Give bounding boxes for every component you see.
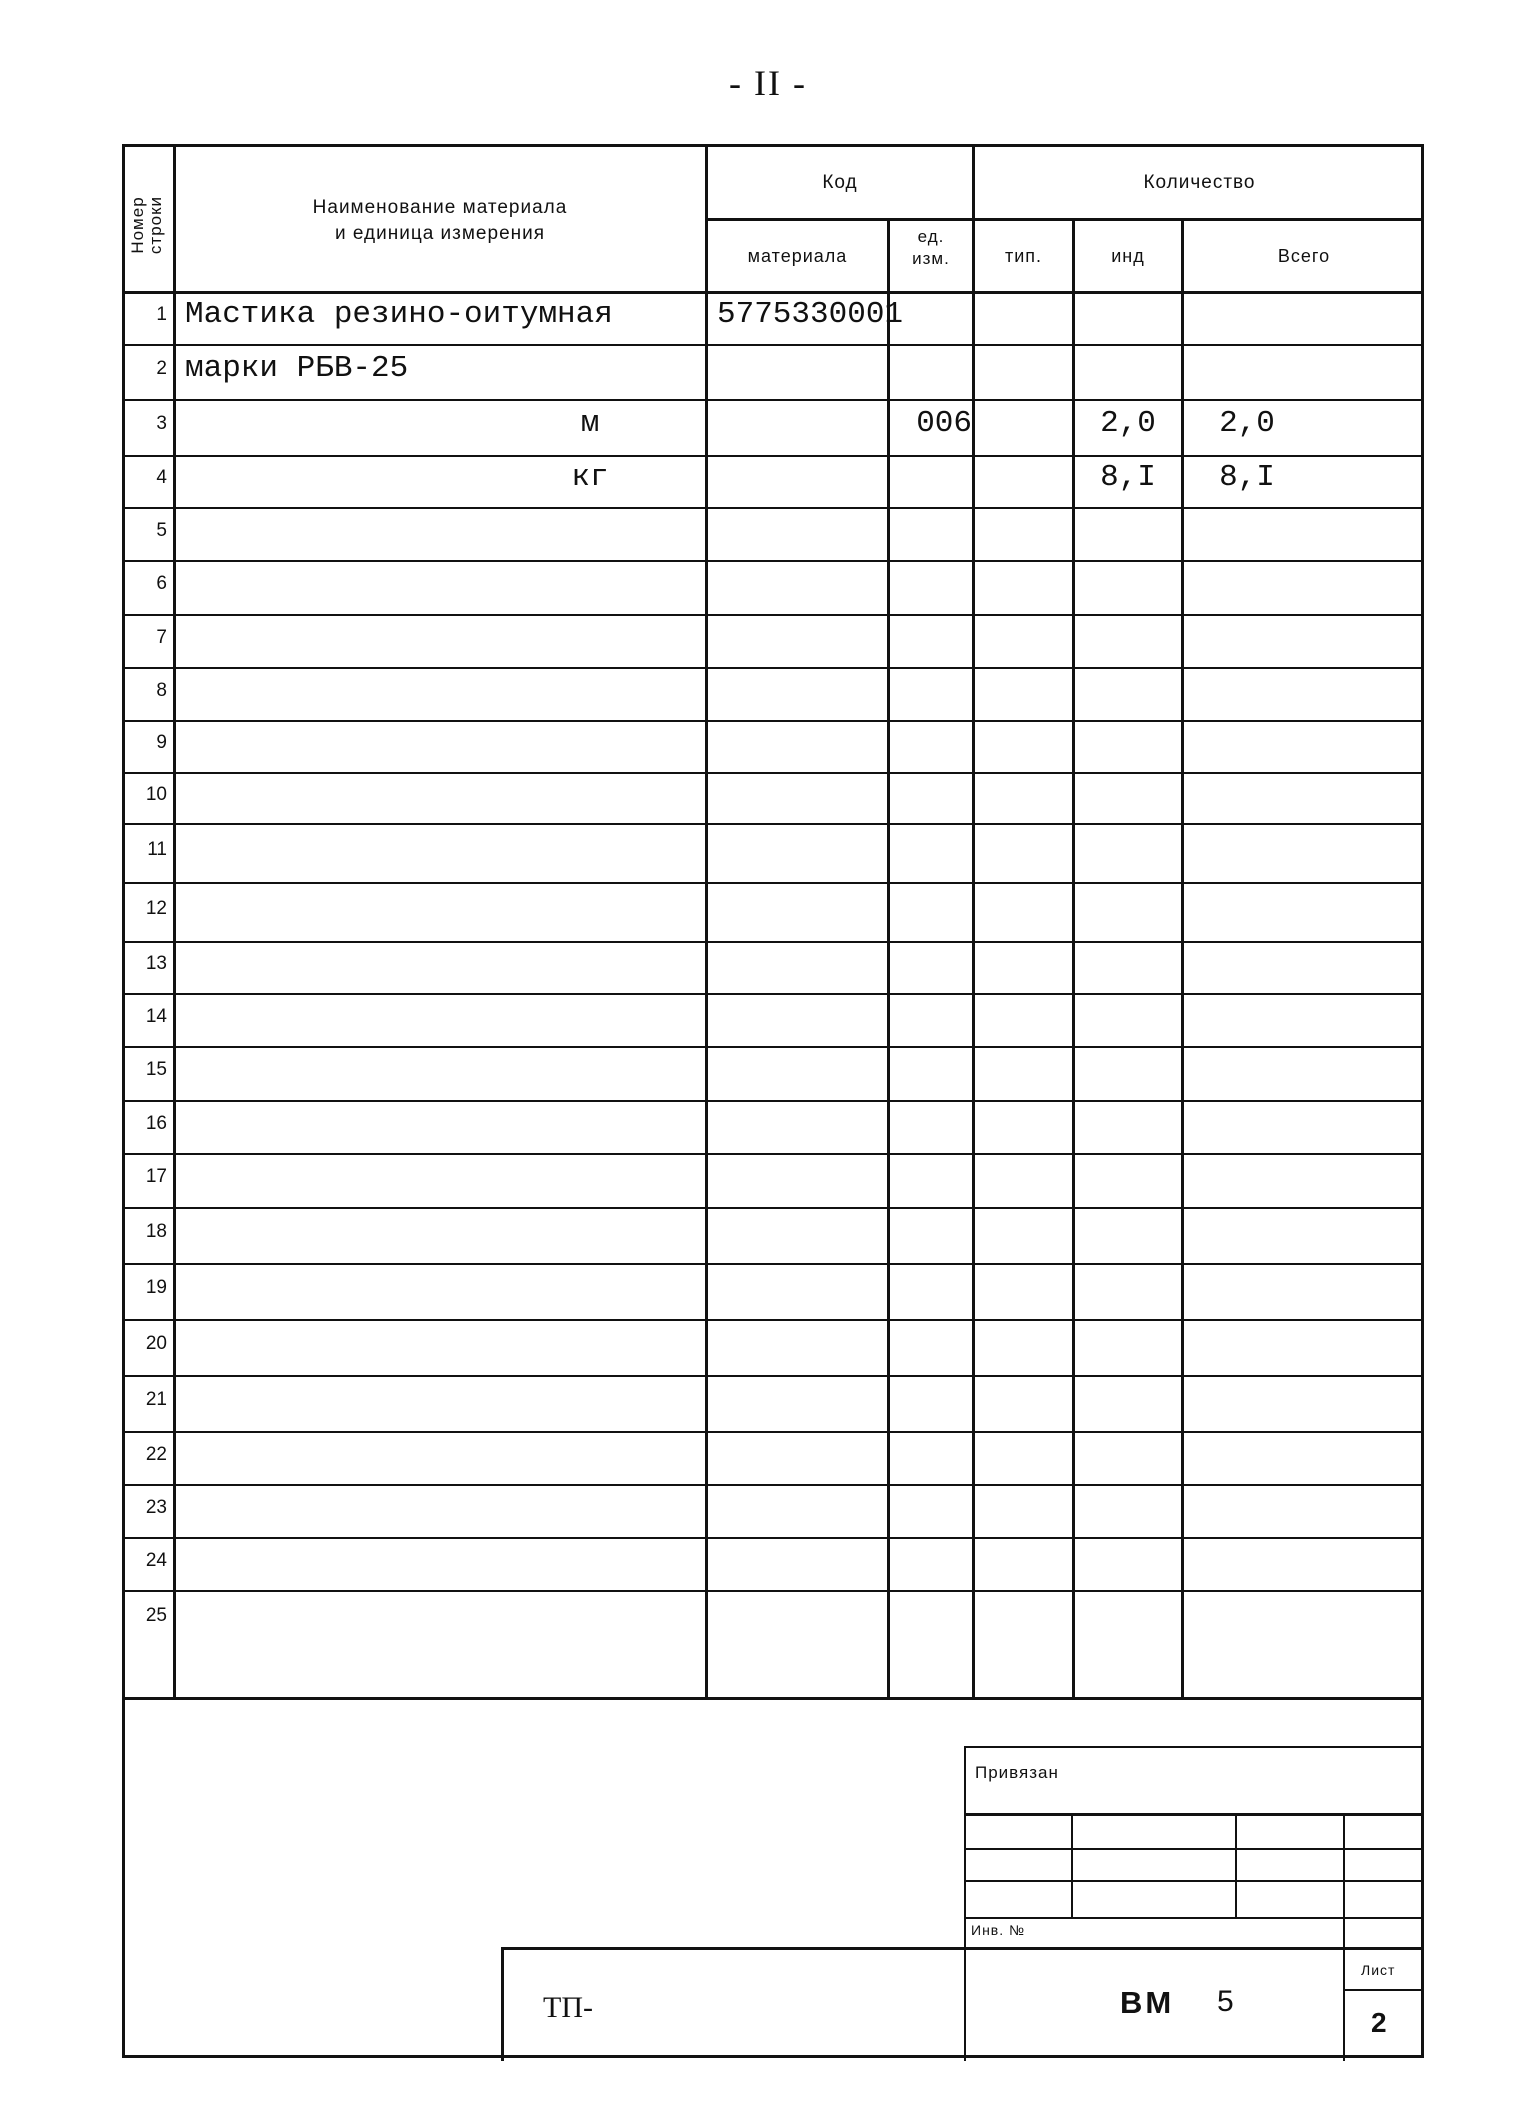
header-name: Наименование материала и единица измерения (312, 197, 568, 244)
col-line (173, 147, 176, 1697)
row-number: 4 (156, 467, 167, 488)
row-ind: 8,I (1100, 460, 1156, 495)
row-number: 7 (156, 626, 167, 648)
row-line (125, 399, 1424, 401)
table-bottom-line (125, 1697, 1424, 1700)
row-number: 19 (145, 1277, 167, 1298)
row-line (125, 823, 1424, 825)
row-number: 18 (145, 1221, 167, 1242)
stamp-sheet-number: 2 (1371, 2007, 1387, 2038)
stamp-line (964, 1813, 1424, 1816)
row-line (125, 614, 1424, 616)
header-qty-total: Всего (1277, 246, 1331, 266)
row-number: 6 (156, 573, 167, 594)
stamp-line (964, 1880, 1424, 1882)
row-total: 2,0 (1219, 406, 1275, 441)
header-code-unit: ед. изм. (912, 227, 950, 268)
row-number: 21 (145, 1389, 167, 1410)
row-unit: 006 (916, 406, 972, 441)
row-line (125, 344, 1424, 346)
row-line (125, 993, 1424, 995)
header-qty-ind: инд (1111, 246, 1145, 266)
stamp-line (1343, 1813, 1345, 2061)
row-name: кг (571, 460, 609, 495)
row-number: 5 (156, 519, 167, 541)
row-code: 5775330001 (717, 296, 904, 332)
stamp-project: ТП- (543, 1991, 593, 2024)
stamp-line (1235, 1813, 1237, 1917)
row-line (125, 455, 1424, 457)
row-number: 8 (156, 679, 167, 701)
stamp-bound-label: Привязан (975, 1763, 1059, 1782)
row-number: 11 (147, 838, 167, 860)
header-qty-typ: тип. (1004, 246, 1043, 266)
row-line (125, 1153, 1424, 1155)
row-number: 12 (145, 897, 167, 919)
row-number: 13 (145, 953, 167, 974)
row-number: 22 (145, 1443, 167, 1465)
header-code: Код (822, 172, 858, 193)
stamp-line (1343, 1989, 1424, 1991)
row-line (125, 1263, 1424, 1265)
stamp-code: ВМ (1120, 1985, 1175, 2020)
materials-sheet (122, 144, 1424, 2058)
header-row-number: Номер строки (128, 195, 165, 255)
row-number: 25 (145, 1604, 167, 1626)
stamp-line (964, 1848, 1424, 1850)
row-number: 17 (145, 1166, 167, 1187)
row-total: 8,I (1219, 460, 1275, 495)
header-divider (705, 218, 1424, 221)
row-number: 1 (156, 303, 167, 325)
row-line (125, 1100, 1424, 1102)
row-line (125, 1537, 1424, 1539)
stamp-line (964, 1917, 1424, 1919)
row-line (125, 1207, 1424, 1209)
row-line (125, 1319, 1424, 1321)
row-line (125, 1431, 1424, 1433)
header-bottom-line (125, 291, 1424, 294)
row-line (125, 560, 1424, 562)
row-name: Мастика резино-oитумная (185, 296, 613, 332)
header-quantity: Количество (1143, 172, 1256, 193)
stamp-title-left (501, 1947, 504, 2061)
stamp-code-num: 5 (1217, 1985, 1234, 2018)
row-number: 14 (145, 1005, 167, 1027)
row-number: 9 (156, 732, 167, 753)
col-line (972, 147, 975, 1697)
row-number: 24 (145, 1549, 167, 1571)
page-number: - II - (729, 63, 807, 103)
row-number: 2 (156, 357, 167, 379)
row-name: марки РБВ-25 (185, 350, 409, 386)
row-number: 15 (145, 1059, 167, 1080)
row-name: м (580, 406, 600, 441)
header-code-material: материала (747, 246, 848, 266)
row-line (125, 720, 1424, 722)
row-ind: 2,0 (1100, 406, 1156, 441)
stamp-title-top (501, 1947, 1424, 1950)
row-line (125, 772, 1424, 774)
row-number: 20 (145, 1333, 167, 1354)
stamp-line (964, 1746, 966, 2061)
col-line (705, 147, 708, 1697)
row-number: 16 (145, 1112, 167, 1134)
stamp-line (964, 1746, 1424, 1748)
row-line (125, 507, 1424, 509)
stamp-line (1071, 1813, 1073, 1917)
row-number: 23 (145, 1496, 167, 1518)
row-line (125, 667, 1424, 669)
row-line (125, 1375, 1424, 1377)
stamp-sheet-label: Лист (1361, 1962, 1396, 1978)
row-line (125, 1484, 1424, 1486)
stamp-inv-label: Инв. № (971, 1922, 1026, 1938)
row-line (125, 1046, 1424, 1048)
row-number: 3 (156, 413, 167, 434)
row-number: 10 (145, 783, 167, 805)
row-line (125, 941, 1424, 943)
row-line (125, 882, 1424, 884)
row-line (125, 1590, 1424, 1592)
